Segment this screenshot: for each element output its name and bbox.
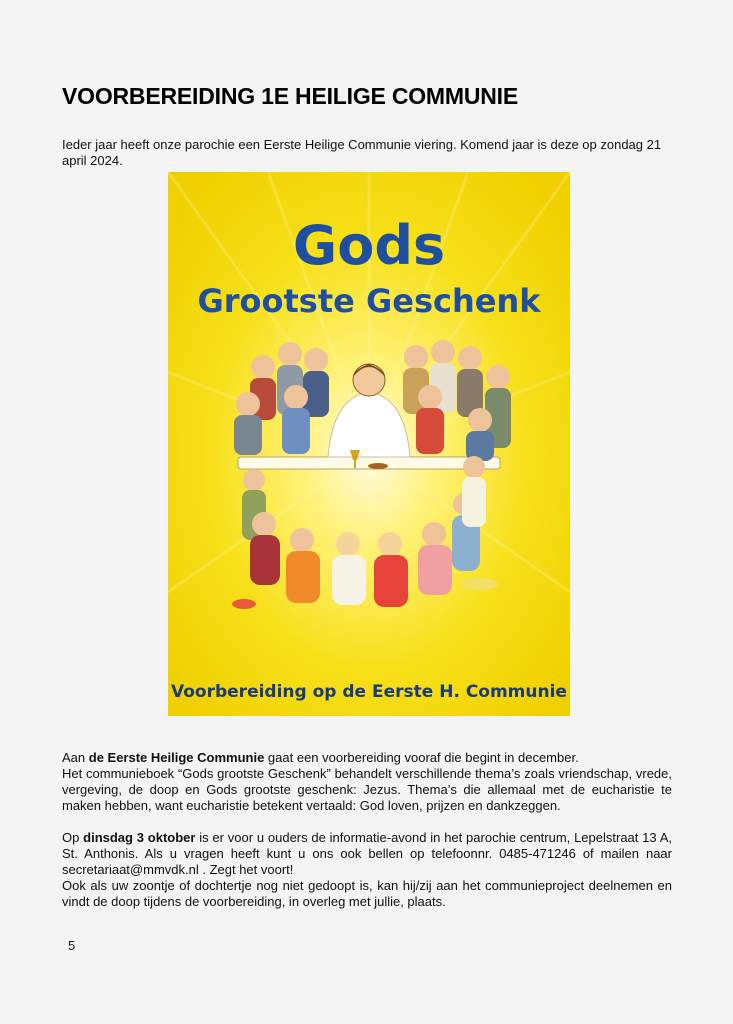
paragraph-text: Op	[62, 830, 84, 845]
paragraph-text: gaat een voorbereiding vooraf die begint in december.	[264, 750, 579, 765]
emphasis-text: dinsdag 3 oktober	[83, 830, 196, 845]
paragraph-gap	[62, 814, 672, 830]
cover-title-line2: Grootste Geschenk	[197, 282, 541, 320]
paragraph-text: Aan	[62, 750, 89, 765]
paragraph-start-date	[62, 750, 672, 766]
paragraph-text: is er voor u ouders de informatie-avond in het parochie centrum, Lepelstraat 13 A, St. Anthonis. Als u vragen heeft kunt u ons ook bellen op telefoonnr. 0485-471246 of mailen naar secretariaat@mmvdk.nl . Zegt het voort!	[62, 830, 672, 877]
paragraph-baptism: Ook als uw zoontje of dochtertje nog niet gedoopt is, kan hij/zij aan het communieproject deelnemen en vindt de doop tijdens de voorbereiding, in overleg met jullie, plaats.	[62, 878, 672, 909]
emphasis-text: de Eerste Heilige Communie	[88, 750, 265, 765]
intro-paragraph: Ieder jaar heeft onze parochie een Eerste Heilige Communie viering. Komend jaar is deze op zondag 21 april 2024.	[62, 137, 662, 168]
body-text	[62, 750, 672, 910]
paragraph-info-evening	[62, 830, 672, 878]
page-title: VOORBEREIDING 1E HEILIGE COMMUNIE	[62, 83, 519, 109]
book-cover-image	[168, 172, 570, 716]
paragraph-book-themes: Het communieboek “Gods grootste Geschenk” behandelt verschillende thema’s zoals vriendschap, vrede, vergeving, de doop en Gods grootste geschenk: Jezus. Thema’s die allemaal met de eucharistie te maken hebben, want eucharistie betekent vertaald: God loven, prijzen en dankzeggen.	[62, 766, 672, 813]
cover-title-line1: Gods	[292, 214, 446, 277]
page-number: 5	[68, 938, 76, 953]
cover-subtitle: Voorbereiding op de Eerste H. Communie	[171, 682, 567, 702]
